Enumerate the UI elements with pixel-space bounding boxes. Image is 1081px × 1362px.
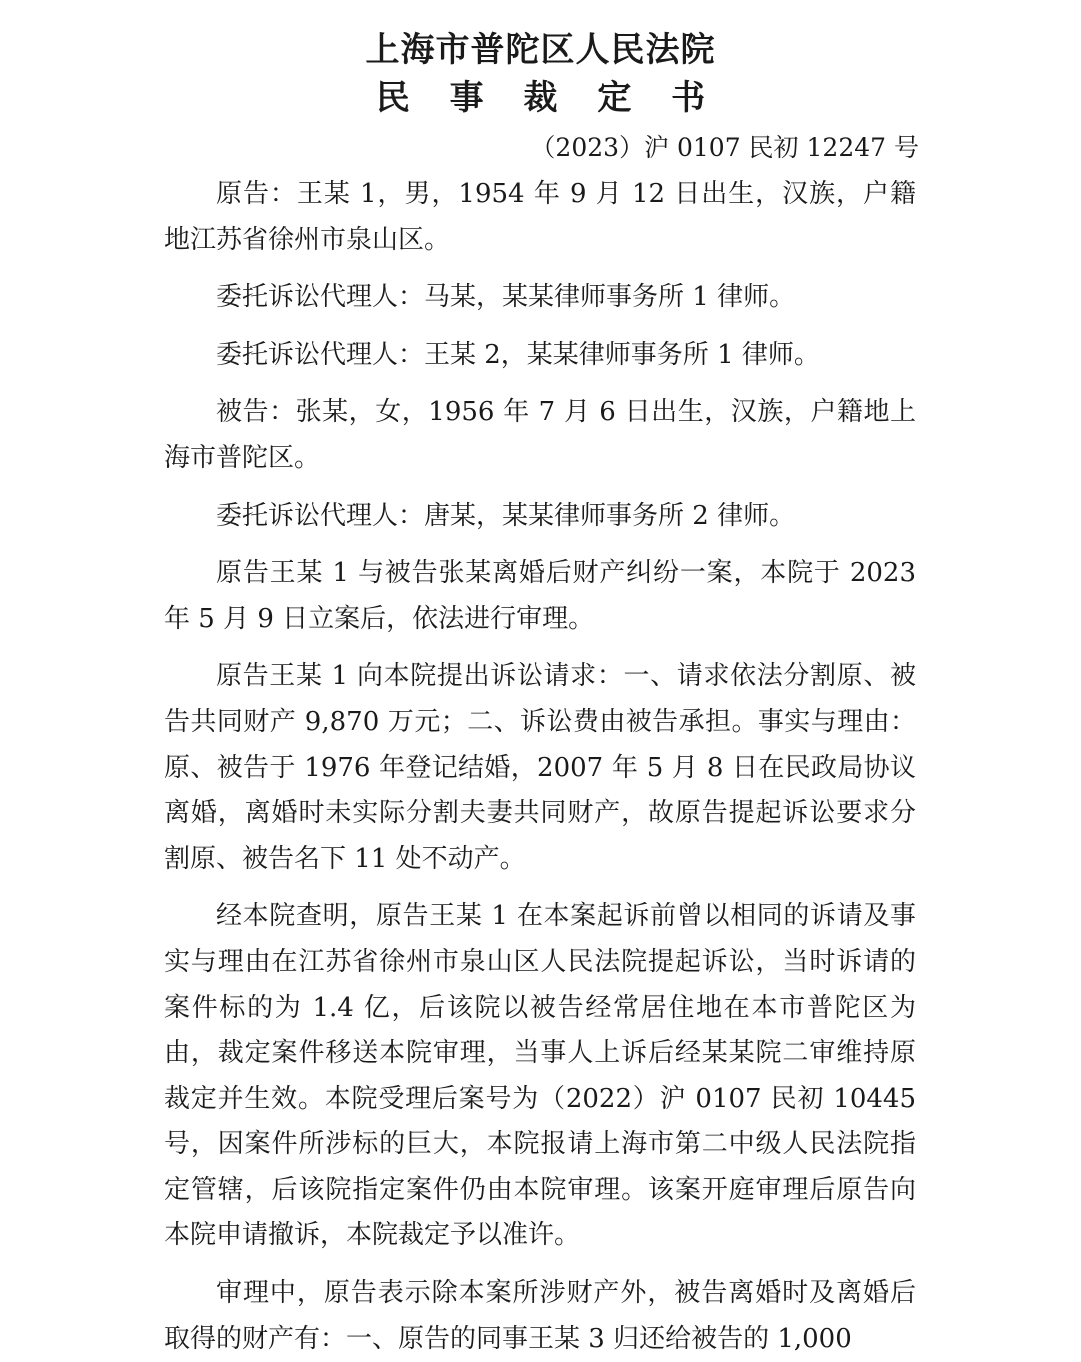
document-type-title: 民 事 裁 定 书	[375, 78, 720, 118]
paragraph-defendant: 被告：张某，女，1956 年 7 月 6 日出生，汉族，户籍地上海市普陀区。	[164, 397, 916, 473]
case-number: （2023）沪 0107 民初 12247 号	[530, 133, 919, 162]
paragraph-claims: 原告王某 1 向本院提出诉讼请求：一、请求依法分割原、被告共同财产 9,870 万元；二、诉讼费由被告承担。事实与理由：原、被告于 1976 年登记结婚，2007 年 5 月 8 日在民政局协议离婚，离婚时未实际分割夫妻共同财产，故原告提起诉讼要求分割原、被告名下 11 处不动产。	[164, 661, 916, 874]
paragraph-case-filing: 原告王某 1 与被告张某离婚后财产纠纷一案，本院于 2023 年 5 月 9 日立案后，依法进行审理。	[164, 558, 916, 634]
paragraph-plaintiff: 原告：王某 1，男，1954 年 9 月 12 日出生，汉族，户籍地江苏省徐州市泉山区。	[164, 179, 916, 255]
paragraph-findings: 经本院查明，原告王某 1 在本案起诉前曾以相同的诉请及事实与理由在江苏省徐州市泉山区人民法院提起诉讼，当时诉请的案件标的为 1.4 亿，后该院以被告经常居住地在本市普陀区为由，裁定案件移送本院审理，当事人上诉后经某某院二审维持原裁定并生效。本院受理后案号为（2022）沪 0107 民初 10445 号，因案件所涉标的巨大，本院报请上海市第二中级人民法院指定管辖，后该院指定案件仍由本院审理。该案开庭审理后原告向本院申请撤诉，本院裁定予以准许。	[164, 901, 916, 1251]
court-name: 上海市普陀区人民法院	[365, 30, 716, 70]
paragraph-plaintiff-agent-1: 委托诉讼代理人：马某，某某律师事务所 1 律师。	[216, 282, 796, 313]
document-body	[164, 172, 916, 1362]
paragraph-plaintiff-agent-2: 委托诉讼代理人：王某 2，某某律师事务所 1 律师。	[216, 339, 820, 370]
paragraph-defendant-agent: 委托诉讼代理人：唐某，某某律师事务所 2 律师。	[216, 500, 796, 531]
paragraph-trial: 审理中，原告表示除本案所涉财产外，被告离婚时及离婚后取得的财产有：一、原告的同事王某 3 归还给被告的 1,000	[164, 1278, 916, 1354]
